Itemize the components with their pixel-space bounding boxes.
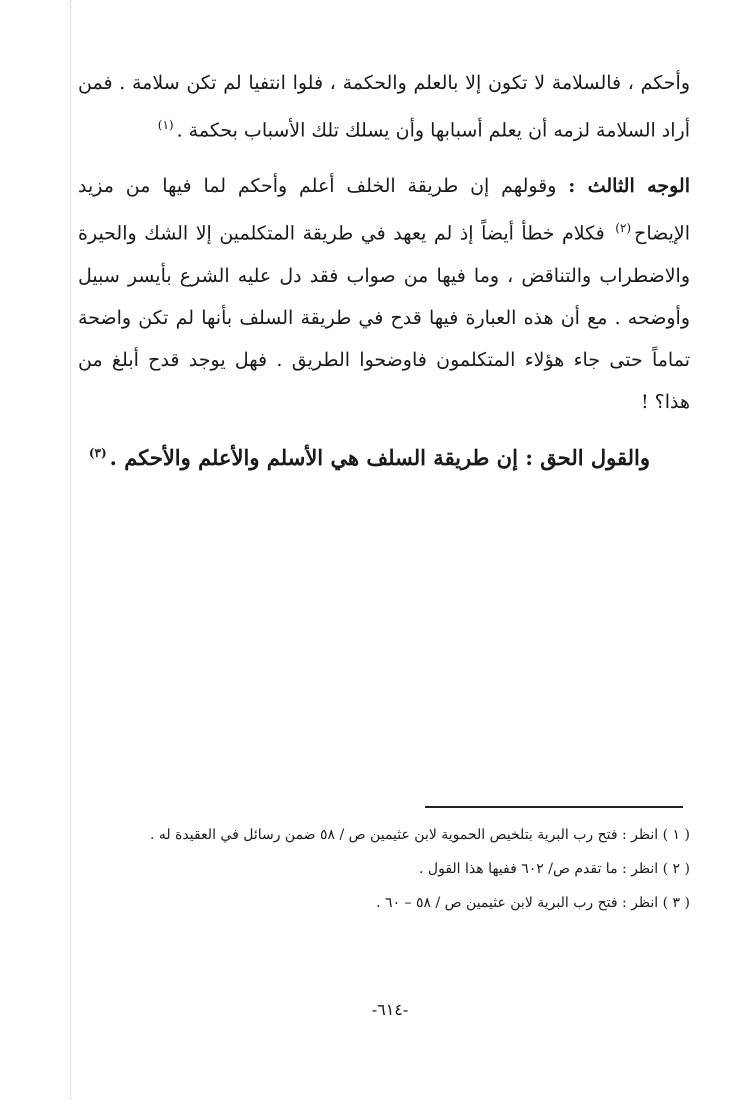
footnote-2: ( ٢ ) انظر : ما تقدم ص/ ٦٠٢ ففيها هذا القول . <box>419 861 690 877</box>
footnote-3: ( ٣ ) انظر : فتح رب البرية لابن عثيمين ص / ٥٨ – ٦٠ . <box>376 895 690 911</box>
final-statement <box>78 432 650 479</box>
final-statement-text: والقول الحق : إن طريقة السلف هي الأسلم والأعلم والأحكم . <box>109 445 650 470</box>
paragraph-1-text: وأحكم ، فالسلامة لا تكون إلا بالعلم والحكمة ، فلوا انتفيا لم تكن سلامة . فمن أراد السلامة لزمه أن يعلم أسبابها وأن يسلك تلك الأسباب بحكمة . <box>78 72 690 142</box>
section-heading: الوجه الثالث : <box>568 175 690 198</box>
paragraph-2-text-b: فكلام خطأ أيضاً إذ لم يعهد في طريقة المتكلمين إلا الشك والحيرة والاضطراب والتناقض ، وما فيها من صواب فقد دل عليه الشرع بأيسر سبيل وأوضحه . مع أن هذه العبارة فيها قدح في طريقة السلف بأنها لم تكن واضحة تماماً حتى جاء هؤلاء المتكلمون فاوضحوا الطريق . فهل يوجد قدح أبلغ من هذا؟ ! <box>78 222 690 413</box>
footnotes <box>90 818 690 920</box>
footnote-ref-3: (٣) <box>88 446 107 460</box>
paragraph-2-text-a: وقولهم إن طريقة الخلف أعلم وأحكم لما فيها من مزيد الإيضاح <box>78 175 691 245</box>
paragraph-2 <box>78 165 690 422</box>
paragraph-1 <box>78 62 690 151</box>
footnote-separator <box>425 806 683 808</box>
footnote-1: ( ١ ) انظر : فتح رب البرية بتلخيص الحموية لابن عثيمين ص / ٥٨ ضمن رسائل في العقيدة له . <box>149 827 690 843</box>
footnote-ref-1: (١) <box>157 118 174 132</box>
page-number: -٦١٤- <box>371 1000 409 1019</box>
footnote-ref-2: (٢) <box>615 221 632 236</box>
margin-line <box>70 0 71 1100</box>
main-text <box>78 62 690 423</box>
